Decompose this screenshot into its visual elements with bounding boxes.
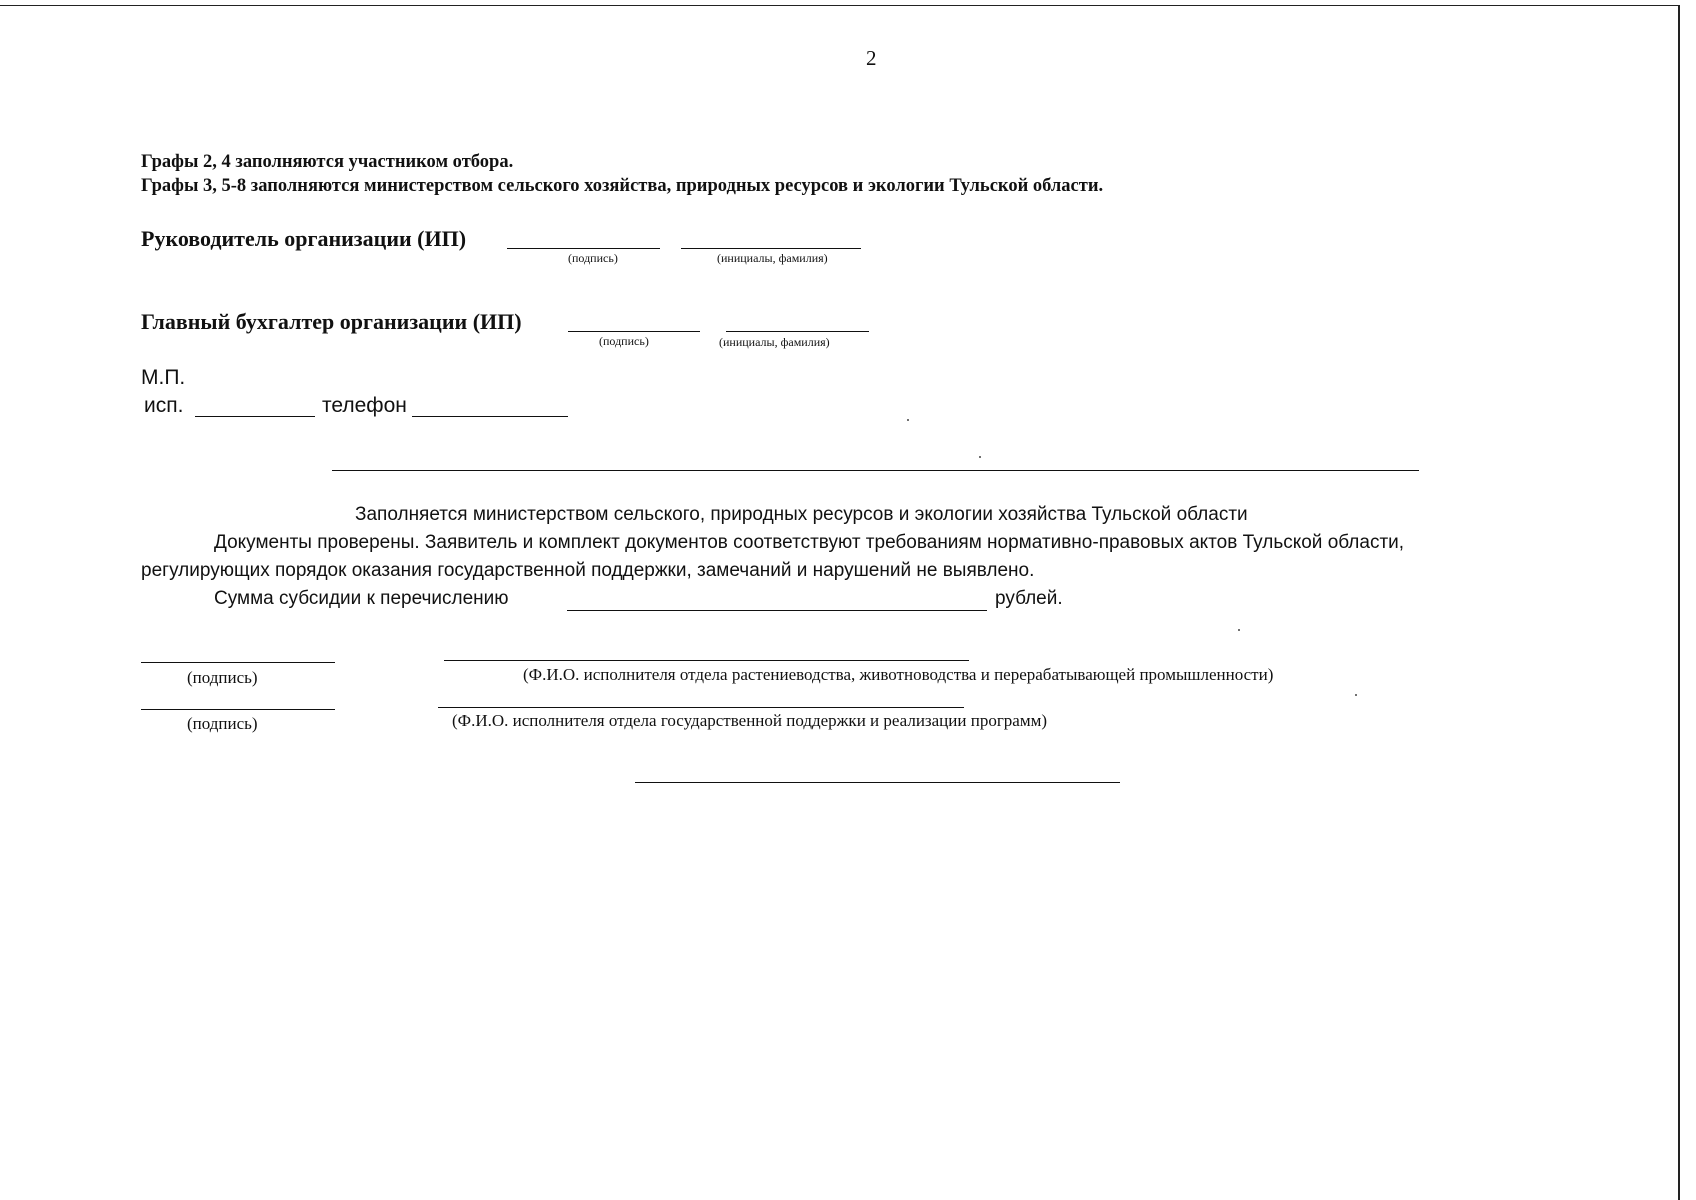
executor-line <box>195 416 315 417</box>
head-signature-label: Руководитель организации (ИП) <box>141 226 467 251</box>
bottom-name-caption-2: (Ф.И.О. исполнителя отдела государственной поддержки и реализации программ) <box>452 711 1048 730</box>
scan-speck <box>1238 629 1240 631</box>
bottom-sign-caption-2: (подпись) <box>187 714 258 733</box>
scan-speck <box>1355 694 1357 696</box>
ministry-paragraph-line-1: Документы проверены. Заявитель и комплект документов соответствуют требованиям нормативно-правовых актов Тульской области, <box>214 532 1405 553</box>
page-frame-top <box>0 5 1680 6</box>
bottom-sign-caption-1: (подпись) <box>187 668 258 687</box>
bottom-name-line-1 <box>444 660 969 661</box>
head-signature-line <box>507 248 660 249</box>
accountant-signature-line <box>568 331 700 332</box>
subsidy-sum-unit: рублей. <box>995 588 1063 609</box>
closing-rule <box>635 782 1120 783</box>
page-number: 2 <box>866 46 877 70</box>
accountant-signature-label: Главный бухгалтер организации (ИП) <box>141 309 522 334</box>
accountant-name-caption: (инициалы, фамилия) <box>719 335 830 349</box>
ministry-heading: Заполняется министерством сельского, природных ресурсов и экологии хозяйства Тульской области <box>355 504 1248 525</box>
note-line-2: Графы 3, 5-8 заполняются министерством сельского хозяйства, природных ресурсов и экологии Тульской области. <box>141 176 1104 196</box>
bottom-sign-line-1 <box>141 662 335 663</box>
bottom-sign-line-2 <box>141 709 335 710</box>
phone-label: телефон <box>322 394 407 417</box>
subsidy-sum-line <box>567 610 987 611</box>
bottom-name-line-2 <box>438 707 964 708</box>
section-separator <box>332 470 1419 471</box>
bottom-name-caption-1: (Ф.И.О. исполнителя отдела растениеводства, животноводства и перерабатывающей промышленности) <box>523 665 1274 684</box>
scan-speck <box>979 456 981 458</box>
head-name-line <box>681 248 861 249</box>
page-frame-right <box>1678 5 1680 1200</box>
accountant-sign-caption: (подпись) <box>599 334 649 348</box>
scan-speck <box>907 419 909 421</box>
stamp-label: М.П. <box>141 366 186 389</box>
executor-label: исп. <box>144 394 184 417</box>
accountant-name-line <box>726 331 869 332</box>
head-sign-caption: (подпись) <box>568 251 618 265</box>
head-name-caption: (инициалы, фамилия) <box>717 251 828 265</box>
ministry-paragraph-line-2: регулирующих порядок оказания государственной поддержки, замечаний и нарушений не выявлено. <box>141 560 1035 581</box>
note-line-1: Графы 2, 4 заполняются участником отбора. <box>141 152 514 172</box>
subsidy-sum-label: Сумма субсидии к перечислению <box>214 588 509 609</box>
phone-line <box>412 416 568 417</box>
